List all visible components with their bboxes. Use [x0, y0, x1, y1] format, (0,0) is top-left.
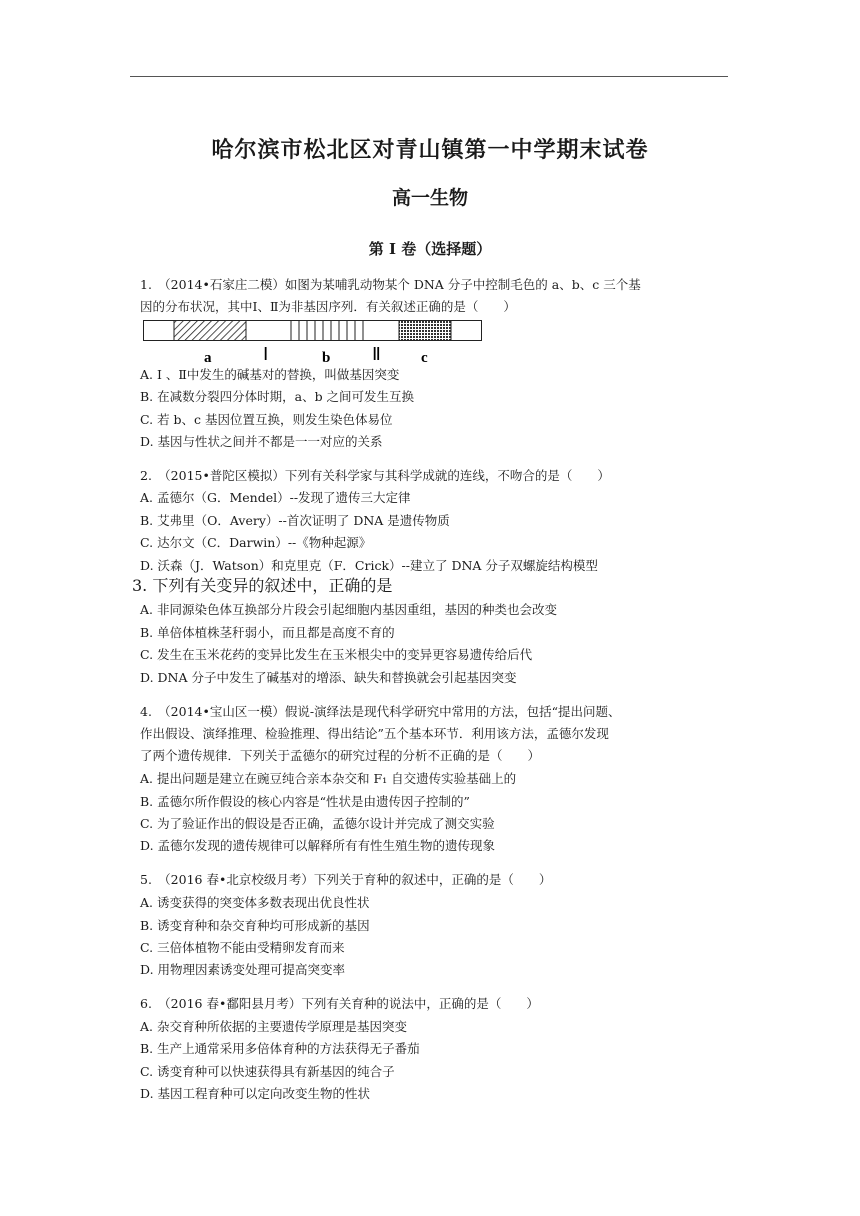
section-heading: 第 I 卷（选择题）	[368, 240, 492, 258]
label-II: Ⅱ	[372, 344, 381, 364]
q3-option-d: D. DNA 分子中发生了碱基对的增添、缺失和替换就会引起基因突变	[140, 670, 517, 685]
q6-stem: 6. （2016 春•鄱阳县月考）下列有关育种的说法中，正确的是（ ）	[140, 996, 539, 1011]
q5-option-a: A. 诱变获得的突变体多数表现出优良性状	[140, 895, 370, 910]
q2-option-c: C. 达尔文（C．Darwin）--《物种起源》	[140, 535, 372, 550]
gene-a-segment	[174, 321, 246, 341]
q6-option-c: C. 诱变育种可以快速获得具有新基因的纯合子	[140, 1064, 395, 1079]
label-I: Ⅰ	[263, 344, 269, 364]
q4-stem-line-3: 了两个遗传规律．下列关于孟德尔的研究过程的分析不正确的是（ ）	[140, 748, 541, 763]
q3-option-a: A. 非同源染色体互换部分片段会引起细胞内基因重组，基因的种类也会改变	[140, 602, 557, 617]
q1-option-a: A. Ⅰ 、Ⅱ中发生的碱基对的替换，叫做基因突变	[140, 367, 400, 382]
header-rule	[130, 76, 728, 77]
q3-option-c: C. 发生在玉米花药的变异比发生在玉米根尖中的变异更容易遗传给后代	[140, 647, 533, 662]
label-b: b	[322, 350, 331, 366]
q4-option-c: C. 为了验证作出的假设是否正确，孟德尔设计并完成了测交实验	[140, 816, 495, 831]
q4-stem-line-2: 作出假设、演绎推理、检验推理、得出结论”五个基本环节．利用该方法，孟德尔发现	[140, 726, 609, 741]
q1-option-c: C. 若 b、c 基因位置互换，则发生染色体易位	[140, 412, 393, 427]
exam-subtitle: 高一生物	[391, 187, 468, 209]
gene-b-segment	[291, 321, 363, 341]
q4-stem-line-1: 4. （2014•宝山区一模）假说-演绎法是现代科学研究中常用的方法，包括“提出问题、	[140, 704, 621, 719]
q2-option-d: D. 沃森（J．Watson）和克里克（F．Crick）--建立了 DNA 分子双螺旋结构模型	[140, 558, 598, 573]
exam-title: 哈尔滨市松北区对青山镇第一中学期末试卷	[211, 137, 649, 163]
q2-stem: 2. （2015•普陀区模拟）下列有关科学家与其科学成就的连线，不吻合的是（ ）	[140, 468, 610, 483]
q6-option-d: D. 基因工程育种可以定向改变生物的性状	[140, 1086, 371, 1101]
q4-option-a: A. 提出问题是建立在豌豆纯合亲本杂交和 F₁ 自交遗传实验基础上的	[140, 771, 517, 786]
gene-c-segment	[399, 321, 451, 341]
q6-option-b: B. 生产上通常采用多倍体育种的方法获得无子番茄	[140, 1041, 420, 1056]
label-c: c	[421, 350, 428, 366]
q4-option-d: D. 孟德尔发现的遗传规律可以解释所有有性生殖生物的遗传现象	[140, 838, 496, 853]
q1-stem-line-2: 因的分布状况，其中Ⅰ、Ⅱ为非基因序列．有关叙述正确的是（ ）	[140, 299, 516, 314]
q5-option-d: D. 用物理因素诱变处理可提高突变率	[140, 962, 346, 977]
q1-option-d: D. 基因与性状之间并不都是一一对应的关系	[140, 434, 383, 449]
q1-option-b: B. 在减数分裂四分体时期，a、b 之间可发生互换	[140, 389, 415, 404]
q4-option-b: B. 孟德尔所作假设的核心内容是“性状是由遗传因子控制的”	[140, 794, 470, 809]
q5-stem: 5. （2016 春•北京校级月考）下列关于育种的叙述中，正确的是（ ）	[140, 872, 552, 887]
label-a: a	[204, 350, 212, 366]
q3-stem: 3. 下列有关变异的叙述中，正确的是	[132, 576, 393, 595]
q3-option-b: B. 单倍体植株茎秆弱小，而且都是高度不育的	[140, 625, 395, 640]
q6-option-a: A. 杂交育种所依据的主要遗传学原理是基因突变	[140, 1019, 407, 1034]
q5-option-b: B. 诱变育种和杂交育种均可形成新的基因	[140, 918, 370, 933]
q2-option-a: A. 孟德尔（G．Mendel）--发现了遗传三大定律	[140, 490, 411, 505]
q2-option-b: B. 艾弗里（O．Avery）--首次证明了 DNA 是遗传物质	[140, 513, 450, 528]
q1-stem-line-1: 1. （2014•石家庄二模）如图为某哺乳动物某个 DNA 分子中控制毛色的 a、b、c 三个基	[140, 277, 641, 292]
dna-gene-diagram	[143, 318, 488, 368]
q5-option-c: C. 三倍体植物不能由受精卵发育而来	[140, 940, 345, 955]
